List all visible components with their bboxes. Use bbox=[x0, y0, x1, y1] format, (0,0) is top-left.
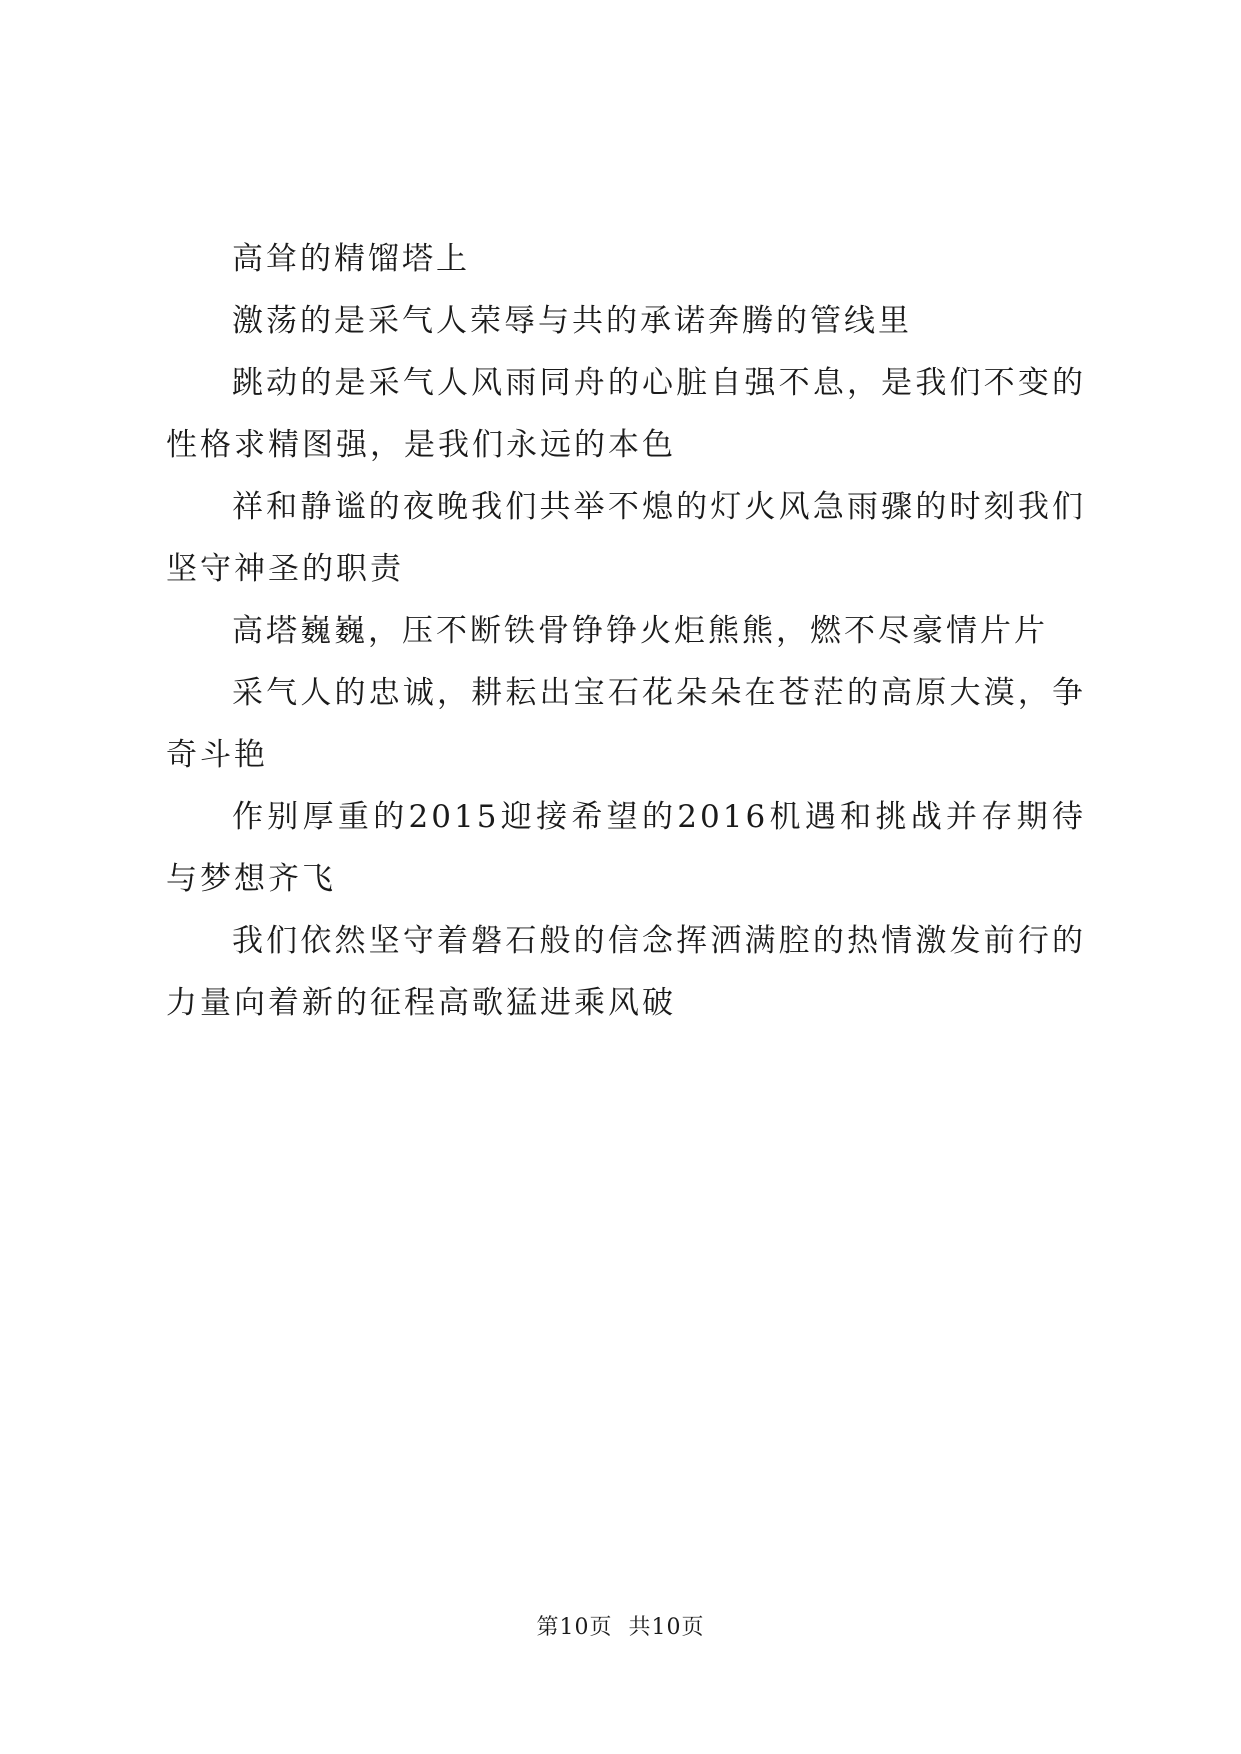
paragraph-8: 我们依然坚守着磐石般的信念挥洒满腔的热情激发前行的力量向着新的征程高歌猛进乘风破 bbox=[166, 923, 1086, 1021]
paragraph-5: 高塔巍巍，压不断铁骨铮铮火炬熊熊，燃不尽豪情片片 bbox=[232, 613, 1048, 649]
paragraph-3: 跳动的是采气人风雨同舟的心脏自强不息，是我们不变的性格求精图强，是我们永远的本色 bbox=[166, 365, 1086, 463]
paragraph-1: 高耸的精馏塔上 bbox=[232, 241, 470, 277]
page-number-total: 共10页 bbox=[628, 1615, 705, 1640]
paragraph-7: 作别厚重的2015迎接希望的2016机遇和挑战并存期待与梦想齐飞 bbox=[166, 799, 1086, 897]
document-body bbox=[166, 228, 1086, 1034]
paragraph-4: 祥和静谧的夜晚我们共举不熄的灯火风急雨骤的时刻我们坚守神圣的职责 bbox=[166, 489, 1086, 587]
paragraph-2: 激荡的是采气人荣辱与共的承诺奔腾的管线里 bbox=[232, 303, 912, 339]
page-footer bbox=[0, 1610, 1241, 1641]
page-number-current: 第10页 bbox=[536, 1615, 613, 1640]
paragraph-6: 采气人的忠诚，耕耘出宝石花朵朵在苍茫的高原大漠，争奇斗艳 bbox=[166, 675, 1086, 773]
